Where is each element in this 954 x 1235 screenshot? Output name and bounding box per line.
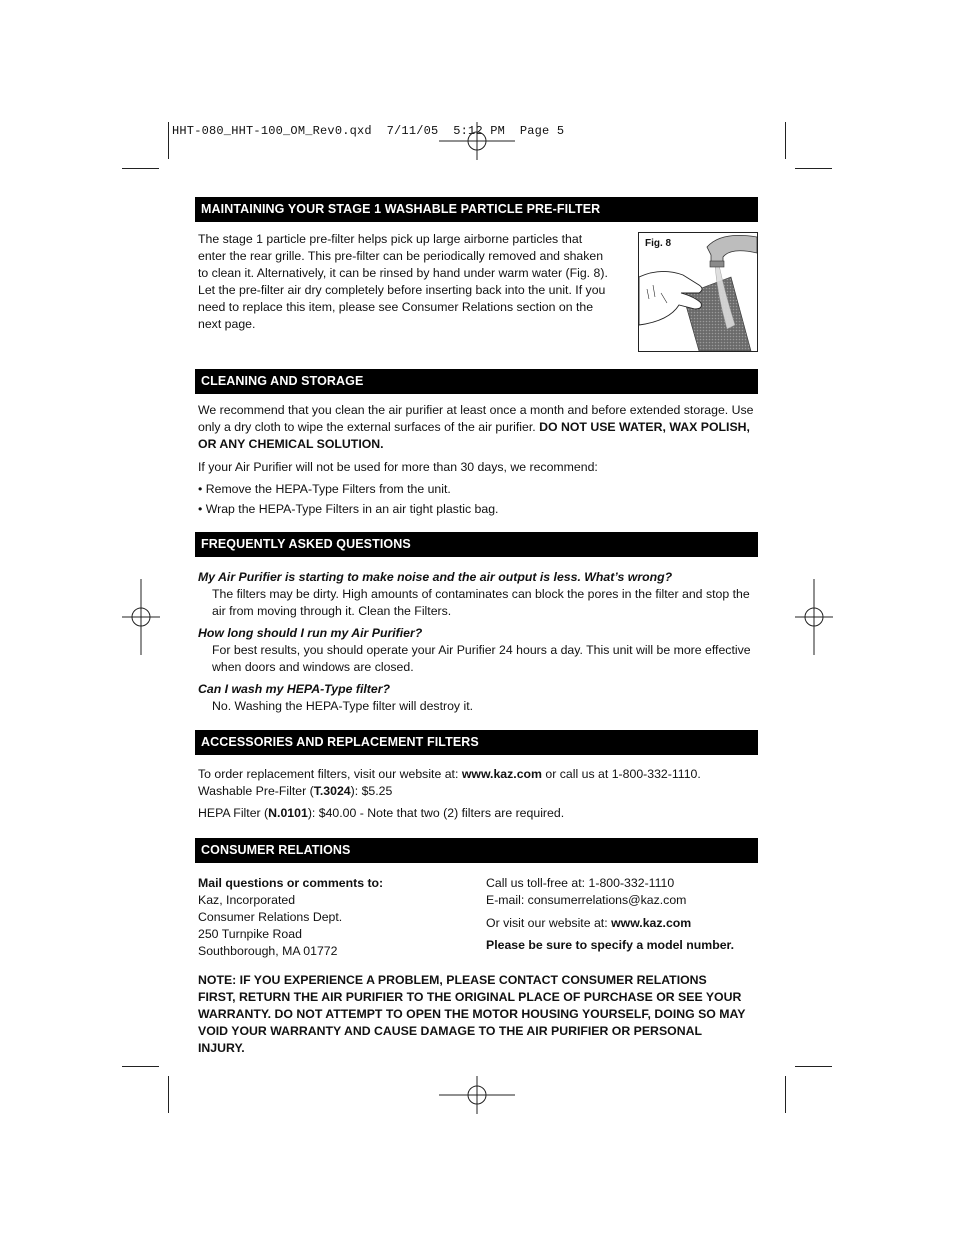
figure-8 xyxy=(638,232,758,352)
print-slug: HHT-080_HHT-100_OM_Rev0.qxd 7/11/05 5:12 PM Page 5 xyxy=(172,124,565,138)
faq-question: My Air Purifier is starting to make noise and the air output is less. What’s wrong? xyxy=(198,570,673,584)
email-line[interactable]: E-mail: consumerrelations@kaz.com xyxy=(486,893,687,907)
prefilter-price-label: Washable Pre-Filter ( xyxy=(198,784,314,798)
address-line: 250 Turnpike Road xyxy=(198,927,302,941)
storage-bullet: • Wrap the HEPA-Type Filters in an air tight plastic bag. xyxy=(198,502,499,516)
crop-mark xyxy=(122,1066,159,1067)
hepa-price-line xyxy=(198,805,760,822)
section-header-faq: FREQUENTLY ASKED QUESTIONS xyxy=(195,532,758,557)
registration-mark-icon xyxy=(122,579,160,655)
crop-mark xyxy=(785,1076,786,1113)
section-header-cleaning: CLEANING AND STORAGE xyxy=(195,369,758,394)
figure-label: Fig. 8 xyxy=(645,238,672,249)
crop-mark xyxy=(122,168,159,169)
faq-question: How long should I run my Air Purifier? xyxy=(198,626,423,640)
cleaning-paragraph xyxy=(198,402,760,453)
section-header-accessories: ACCESSORIES AND REPLACEMENT FILTERS xyxy=(195,730,758,755)
hepa-part-code: N.0101 xyxy=(268,806,308,820)
website-link[interactable]: www.kaz.com xyxy=(611,916,692,930)
registration-mark-icon xyxy=(795,579,833,655)
order-line xyxy=(198,766,760,783)
prefilter-part-code: T.3024 xyxy=(313,784,351,798)
address-line: Kaz, Incorporated xyxy=(198,893,296,907)
section-header-consumer-relations: CONSUMER RELATIONS xyxy=(195,838,758,863)
cleaning-text: We recommend that you clean the air purifier at least once a month and before extended storage. Use only a dry cloth to wipe the external surfaces of the air purifier. xyxy=(198,403,754,434)
cleaning-body xyxy=(198,402,760,518)
crop-mark xyxy=(795,168,832,169)
registration-mark-icon xyxy=(439,122,515,160)
faq-answer: No. Washing the HEPA-Type filter will destroy it. xyxy=(212,699,474,713)
accessories-body xyxy=(198,766,760,822)
order-phone: or call us at 1-800-332-1110. xyxy=(542,767,701,781)
faq-question: Can I wash my HEPA-Type filter? xyxy=(198,682,391,696)
section-header-prefilter: MAINTAINING YOUR STAGE 1 WASHABLE PARTICLE PRE-FILTER xyxy=(195,197,758,222)
prefilter-price: ): $5.25 xyxy=(350,784,393,798)
prefilter-body: The stage 1 particle pre-filter helps pick up large airborne particles that enter the rear grille. This pre-filter can be periodically removed and shaken to clean it. Alternatively, it can be rinsed by hand under warm water (Fig. 8). Let the pre-filter air dry completely before inserting back into the unit. If you need to replace this item, please see Consumer Relations section on the next page. xyxy=(198,232,608,331)
crop-mark xyxy=(795,1066,832,1067)
website-label: Or visit our website at: xyxy=(486,916,612,930)
crop-mark xyxy=(168,1076,169,1113)
website-link[interactable]: www.kaz.com xyxy=(461,767,542,781)
contact-block xyxy=(486,875,758,954)
crop-mark xyxy=(168,122,169,159)
faq-list xyxy=(198,569,760,715)
faq-answer: For best results, you should operate your Air Purifier 24 hours a day. This unit will be more effective when doors and windows are closed. xyxy=(212,643,751,674)
registration-mark-icon xyxy=(439,1076,515,1114)
order-text: To order replacement filters, visit our website at: xyxy=(198,767,462,781)
faucet-rinse-illustration-icon xyxy=(639,233,757,351)
phone-line: Call us toll-free at: 1-800-332-1110 xyxy=(486,876,675,890)
storage-bullet: • Remove the HEPA-Type Filters from the unit. xyxy=(198,482,451,496)
storage-paragraph: If your Air Purifier will not be used for more than 30 days, we recommend: xyxy=(198,460,598,474)
crop-mark xyxy=(785,122,786,159)
warranty-note: NOTE: IF YOU EXPERIENCE A PROBLEM, PLEASE CONTACT CONSUMER RELATIONS FIRST, RETURN THE AIR PURIFIER TO THE ORIGINAL PLACE OF PURCHASE OR SEE YOUR WARRANTY. DO NOT ATTEMPT TO OPEN THE MOTOR HOUSING YOURSELF, DOING SO MAY VOID YOUR WARRANTY AND CAUSE DAMAGE TO THE AIR PURIFIER OR PERSONAL INJURY. xyxy=(198,973,746,1055)
address-line: Southborough, MA 01772 xyxy=(198,944,338,958)
mail-heading: Mail questions or comments to: xyxy=(198,876,384,890)
website-line xyxy=(486,915,758,932)
address-line: Consumer Relations Dept. xyxy=(198,910,343,924)
prefilter-price-line xyxy=(198,783,760,800)
mail-address-block xyxy=(198,875,468,960)
hepa-price: ): $40.00 - Note that two (2) filters are required. xyxy=(307,806,565,820)
hepa-price-label: HEPA Filter ( xyxy=(198,806,269,820)
faq-answer: The filters may be dirty. High amounts of contaminates can block the pores in the filter and stop the air from moving through it. Clean the Filters. xyxy=(212,587,750,618)
cleaning-warning: DO NOT USE WATER, WAX POLISH, OR ANY CHEMICAL SOLUTION. xyxy=(198,420,750,451)
model-number-note: Please be sure to specify a model number. xyxy=(486,938,735,952)
